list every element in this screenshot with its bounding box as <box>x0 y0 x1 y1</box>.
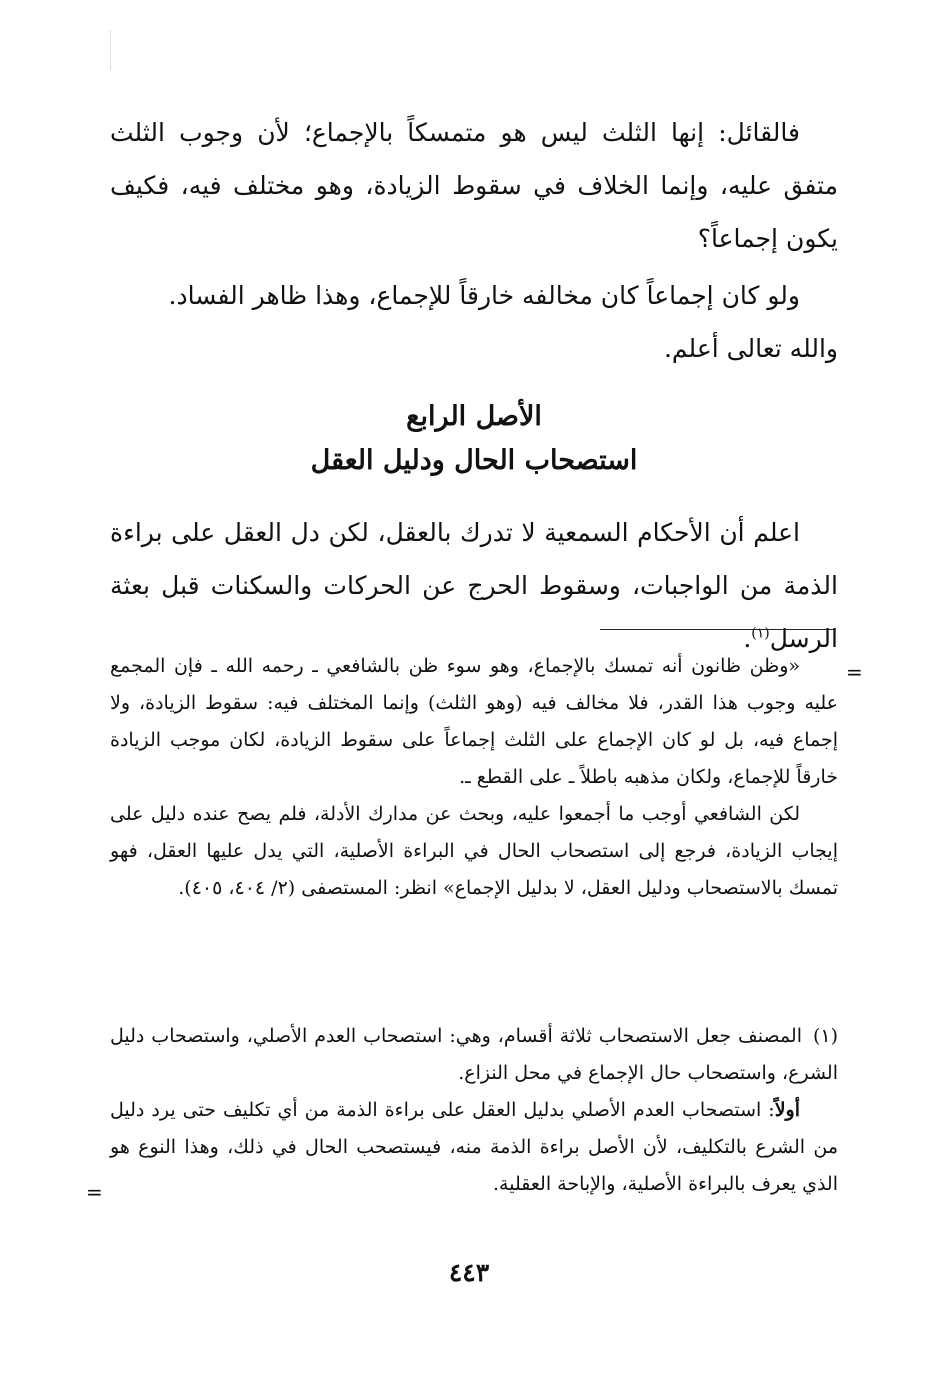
footnote-continuation: لكن الشافعي أوجب ما أجمعوا عليه، وبحث عن مدارك الأدلة، فلم يصح عنده دليل على إيجاب الزيادة، فرجع إلى استصحاب الحال في البراءة الأصلية، التي يدل عليها العقل، فهو تمسك بالاستصحاب ودليل العقل، لا بدليل الإجماع» انظر: المستصفى (٢/ ٤٠٤، ٤٠٥). <box>110 803 838 899</box>
paragraph-text: اعلم أن الأحكام السمعية لا تدرك بالعقل، لكن دل العقل على براءة الذمة من الواجبات، وسقوط الحرج عن الحركات والسكنات قبل بعثة الرسل <box>110 518 838 653</box>
paragraph <box>110 506 838 665</box>
footnote-label: أولاً <box>774 1099 800 1121</box>
paragraph: فالقائل: إنها الثلث ليس هو متمسكاً بالإجماع؛ لأن وجوب الثلث متفق عليه، وإنما الخلاف في سقوط الزيادة، وهو مختلف فيه، فكيف يكون إجماعاً؟ <box>110 118 838 253</box>
footnote-1 <box>110 1018 838 1203</box>
page-number: ٤٤٣ <box>448 1258 490 1287</box>
continuation-mark: = <box>846 660 863 684</box>
next-page-mark: = <box>86 1180 103 1204</box>
footnote-ref: (١) <box>751 625 770 642</box>
footnote-continuation: «وظن ظانون أنه تمسك بالإجماع، وهو سوء ظن بالشافعي ـ رحمه الله ـ فإن المجمع عليه وجوب هذا القدر، فلا مخالف فيه (وهو الثلث) وإنما المختلف فيه: سقوط الزيادة، ولا إجماع فيه، بل لو كان الإجماع على الثلث إجماعاً على سقوط الزيادة، لكان موجب الزيادة خارقاً للإجماع، ولكان مذهبه باطلاً ـ على القطع ـ. <box>110 655 838 788</box>
main-text <box>110 106 838 375</box>
footnote-divider <box>600 629 836 630</box>
body-text <box>110 506 838 665</box>
paragraph: والله تعالى أعلم. <box>663 334 838 363</box>
margin-mark <box>110 30 111 70</box>
footnotes <box>110 648 838 907</box>
paragraph: ولو كان إجماعاً كان مخالفه خارقاً للإجماع، وهذا ظاهر الفساد. <box>168 281 800 310</box>
section-subtitle: استصحاب الحال ودليل العقل <box>310 445 638 476</box>
paragraph-end: . <box>743 624 752 653</box>
section-title: الأصل الرابع <box>406 401 542 432</box>
footnote-paragraph <box>110 1092 838 1203</box>
footnote-text: المصنف جعل الاستصحاب ثلاثة أقسام، وهي: استصحاب العدم الأصلي، واستصحاب دليل الشرع، واستصحاب حال الإجماع في محل النزاع. <box>110 1025 838 1084</box>
footnote-paragraph <box>110 1018 838 1092</box>
footnote-number: (١) <box>812 1025 838 1047</box>
footnote-text: : استصحاب العدم الأصلي بدليل العقل على براءة الذمة من أي تكليف حتى يرد دليل من الشرع بالتكليف، لأن الأصل براءة الذمة منه، فيستصحب الحال في ذلك، وهذا النوع هو الذي يعرف بالبراءة الأصلية، والإباحة العقلية. <box>110 1099 838 1195</box>
